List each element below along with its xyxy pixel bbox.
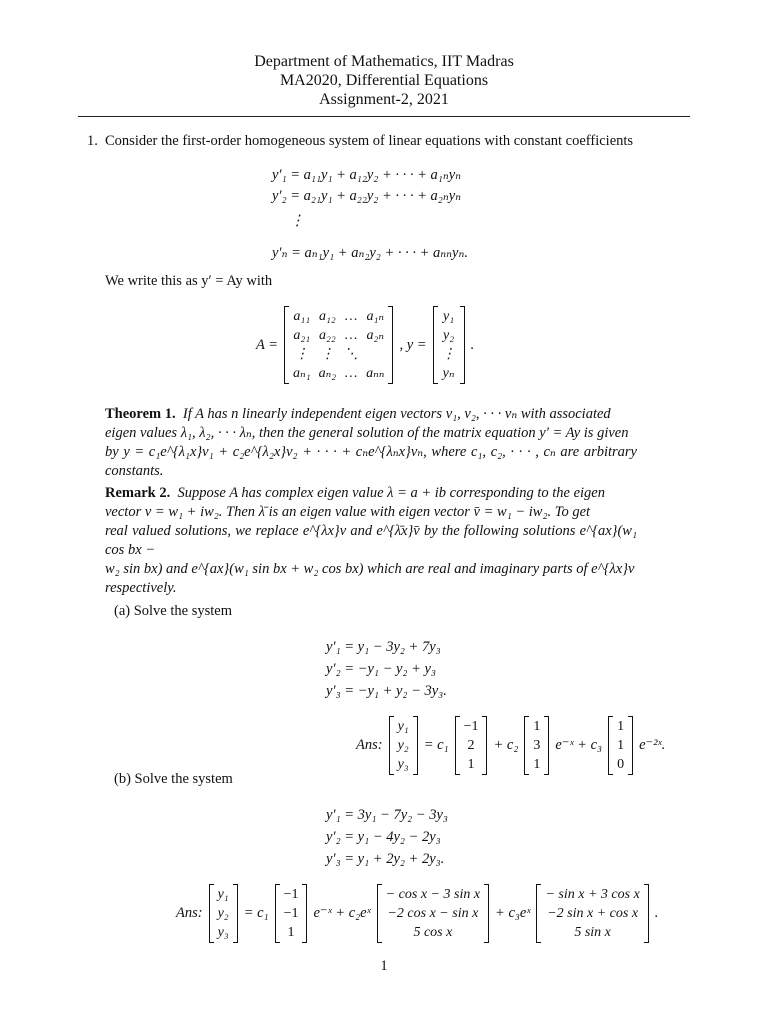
complex-solution-real xyxy=(377,884,489,943)
eigen-vector-1 xyxy=(455,716,488,775)
vector-cell: −2 cos x − sin x xyxy=(387,906,479,921)
part-b-eq-1: y′₁ = 3y₁ − 7y₂ − 3y₃ xyxy=(326,807,448,823)
A-matrix xyxy=(284,306,393,384)
question-number: 1. xyxy=(87,133,98,149)
theorem-line: by y = c₁e^{λ₁x}v₁ + c₂e^{λ₂x}v₂ + · · · + cₙe^{λₙx}vₙ, where c₁, c₂, · · · , cₙ are arbitrary constants. xyxy=(105,444,637,479)
A-cell: aₙ₂ xyxy=(318,366,337,381)
A-cell: a₂ₙ xyxy=(366,328,385,343)
ans-label: Ans: xyxy=(176,905,203,921)
part-b-eq-2: y′₂ = y₁ − 4y₂ − 2y₃ xyxy=(326,829,441,845)
ans-label: Ans: xyxy=(356,737,383,753)
exponential-term-1: e⁻ˣ + c₂eˣ xyxy=(313,905,371,921)
lhs-vector xyxy=(209,884,238,943)
header-course: MA2020, Differential Equations xyxy=(279,72,489,89)
vector-cell: −1 xyxy=(283,906,299,921)
A-cell: aₙₙ xyxy=(366,366,385,381)
remark-line: real valued solutions, we replace e^{λx}v and e^{λ̄x}v̄ by the following solutions e^{ax}(w₁ cos bx − xyxy=(105,523,637,558)
y-cell: y₂ xyxy=(443,328,455,343)
vector-cell: y₂ xyxy=(397,738,409,753)
vector-cell: 5 sin x xyxy=(574,925,611,940)
part-a-eq-1: y′₁ = y₁ − 3y₂ + 7y₃ xyxy=(326,639,441,655)
complex-solution-imag xyxy=(536,884,648,943)
system-eq-2: y′₂ = a₂₁y₁ + a₂₂y₂ + · · · + a₂ₙyₙ xyxy=(272,188,462,204)
part-b-eq-3: y′₃ = y₁ + 2y₂ + 2y₃. xyxy=(326,851,445,867)
vector-cell: −1 xyxy=(283,887,299,902)
write-as-text: We write this as y′ = Ay with xyxy=(105,273,273,289)
eigen-vector-3 xyxy=(608,716,633,775)
remark-block: Remark 2. Suppose A has complex eigen value λ = a + ib corresponding to the eigen vector v = w₁ + iw₂. Then λ̄ is an eigen value with eigen vector v̄ = w₁ − iw₂. To get real valued solutions, we replace e^{λx}v and e^{λ̄x}v̄ by the following solutions e^{ax}(w₁ cos bx − w₂ sin bx) and e^{ax}(w₁ sin bx + w₂ cos bx) which are real and imaginary parts of e^{λx}v respectively. xyxy=(105,485,637,596)
theorem-label: Theorem 1 xyxy=(105,406,172,422)
y-end: . xyxy=(470,336,475,353)
vector-cell: −2 sin x + cos x xyxy=(547,906,639,921)
vector-cell: −1 xyxy=(463,719,479,734)
page-number: 1 xyxy=(380,958,388,974)
A-cell: … xyxy=(344,366,358,381)
A-cell: aₙ₁ xyxy=(293,366,311,381)
y-cell: ⋮ xyxy=(441,347,456,362)
theorem-line: If A has n linearly independent eigen vectors v₁, v₂, · · · vₙ with associated xyxy=(182,406,611,422)
vector-cell: y₁ xyxy=(217,887,229,902)
A-cell: a₁₂ xyxy=(318,309,336,324)
vector-cell: − sin x + 3 cos x xyxy=(545,887,640,902)
y-cell: y₁ xyxy=(443,309,455,324)
y-vector xyxy=(433,306,465,384)
part-a-eq-3: y′₃ = −y₁ + y₂ − 3y₃. xyxy=(326,683,447,699)
system-eq-n: y′ₙ = aₙ₁y₁ + aₙ₂y₂ + · · · + aₙₙyₙ. xyxy=(272,245,468,261)
vector-cell: 1 xyxy=(467,757,475,772)
header-assignment: Assignment-2, 2021 xyxy=(319,91,449,108)
A-label: A = xyxy=(256,336,279,353)
vector-cell: 1 xyxy=(533,757,541,772)
matrix-definition xyxy=(256,306,474,384)
lhs-vector xyxy=(389,716,418,775)
part-b-label: (b) Solve the system xyxy=(114,771,233,787)
A-cell: ⋮ xyxy=(294,347,309,362)
theorem-line: eigen values λ₁, λ₂, · · · λₙ, then the general solution of the matrix equation y′ = Ay is given xyxy=(105,425,629,441)
coefficient-c1: = c₁ xyxy=(423,737,449,753)
system-vdots: ⋮ xyxy=(290,213,305,229)
vector-cell: 1 xyxy=(617,738,625,753)
part-a-eq-2: y′₂ = −y₁ − y₂ + y₃ xyxy=(326,661,436,677)
eigen-vector-2 xyxy=(524,716,549,775)
vector-cell: y₁ xyxy=(397,719,409,734)
coefficient-c1: = c₁ xyxy=(243,905,269,921)
exponential-term-3: e⁻²ˣ. xyxy=(639,737,666,753)
A-cell: a₂₁ xyxy=(293,328,311,343)
A-cell: a₂₂ xyxy=(318,328,336,343)
header-department: Department of Mathematics, IIT Madras xyxy=(254,53,514,70)
A-cell: ⋮ xyxy=(320,347,335,362)
vector-cell: y₃ xyxy=(217,925,229,940)
remark-line: vector v = w₁ + iw₂. Then λ̄ is an eigen value with eigen vector v̄ = w₁ − iw₂. To get xyxy=(105,504,591,520)
header-rule xyxy=(78,116,690,117)
A-cell: a₁ₙ xyxy=(366,309,385,324)
part-a-label: (a) Solve the system xyxy=(114,603,232,619)
vector-cell: 2 xyxy=(467,738,475,753)
A-cell xyxy=(362,345,388,364)
remark-label: Remark 2 xyxy=(105,485,167,501)
y-cell: yₙ xyxy=(442,366,455,381)
A-cell: … xyxy=(344,328,358,343)
vector-cell: 3 xyxy=(533,738,541,753)
vector-cell: 1 xyxy=(533,719,541,734)
vector-cell: y₃ xyxy=(397,757,409,772)
A-cell: ⋱ xyxy=(344,347,359,362)
y-label: , y = xyxy=(399,336,427,353)
part-a-answer xyxy=(356,716,665,775)
A-cell: a₁₁ xyxy=(293,309,311,324)
theorem-block: Theorem 1. If A has n linearly independent eigen vectors v₁, v₂, · · · vₙ with associated eigen values λ₁, λ₂, · · · λₙ, then the general solution of the matrix equation y′ = Ay is given by y = c₁e^{λ₁x}v₁ + c₂e^{λ₂x}v₂ + · · · + cₙe^{λₙx}vₙ, where c₁, c₂, · · · , cₙ are arbitrary constants. xyxy=(105,406,637,479)
vector-cell: y₂ xyxy=(217,906,229,921)
exponential-term-2: + c₃eˣ xyxy=(495,905,531,921)
vector-cell: 0 xyxy=(617,757,625,772)
part-b-answer xyxy=(176,884,658,943)
question-intro: Consider the first-order homogeneous system of linear equations with constant coefficients xyxy=(105,133,634,149)
vector-cell: − cos x − 3 sin x xyxy=(385,887,481,902)
exponential-term-2: e⁻ˣ + c₃ xyxy=(555,737,603,753)
A-cell: … xyxy=(344,309,358,324)
eigen-vector-1 xyxy=(275,884,308,943)
remark-line: respectively. xyxy=(105,580,177,596)
system-eq-1: y′₁ = a₁₁y₁ + a₁₂y₂ + · · · + a₁ₙyₙ xyxy=(272,167,462,183)
coefficient-c2: + c₂ xyxy=(493,737,519,753)
vector-cell: 1 xyxy=(287,925,295,940)
exponential-term-3: . xyxy=(654,905,659,921)
remark-line: Suppose A has complex eigen value λ = a + ib corresponding to the eigen xyxy=(177,485,605,501)
vector-cell: 1 xyxy=(617,719,625,734)
vector-cell: 5 cos x xyxy=(413,925,453,940)
remark-line: w₂ sin bx) and e^{ax}(w₁ sin bx + w₂ cos bx) which are real and imaginary parts of e^{λx}v xyxy=(105,561,635,577)
